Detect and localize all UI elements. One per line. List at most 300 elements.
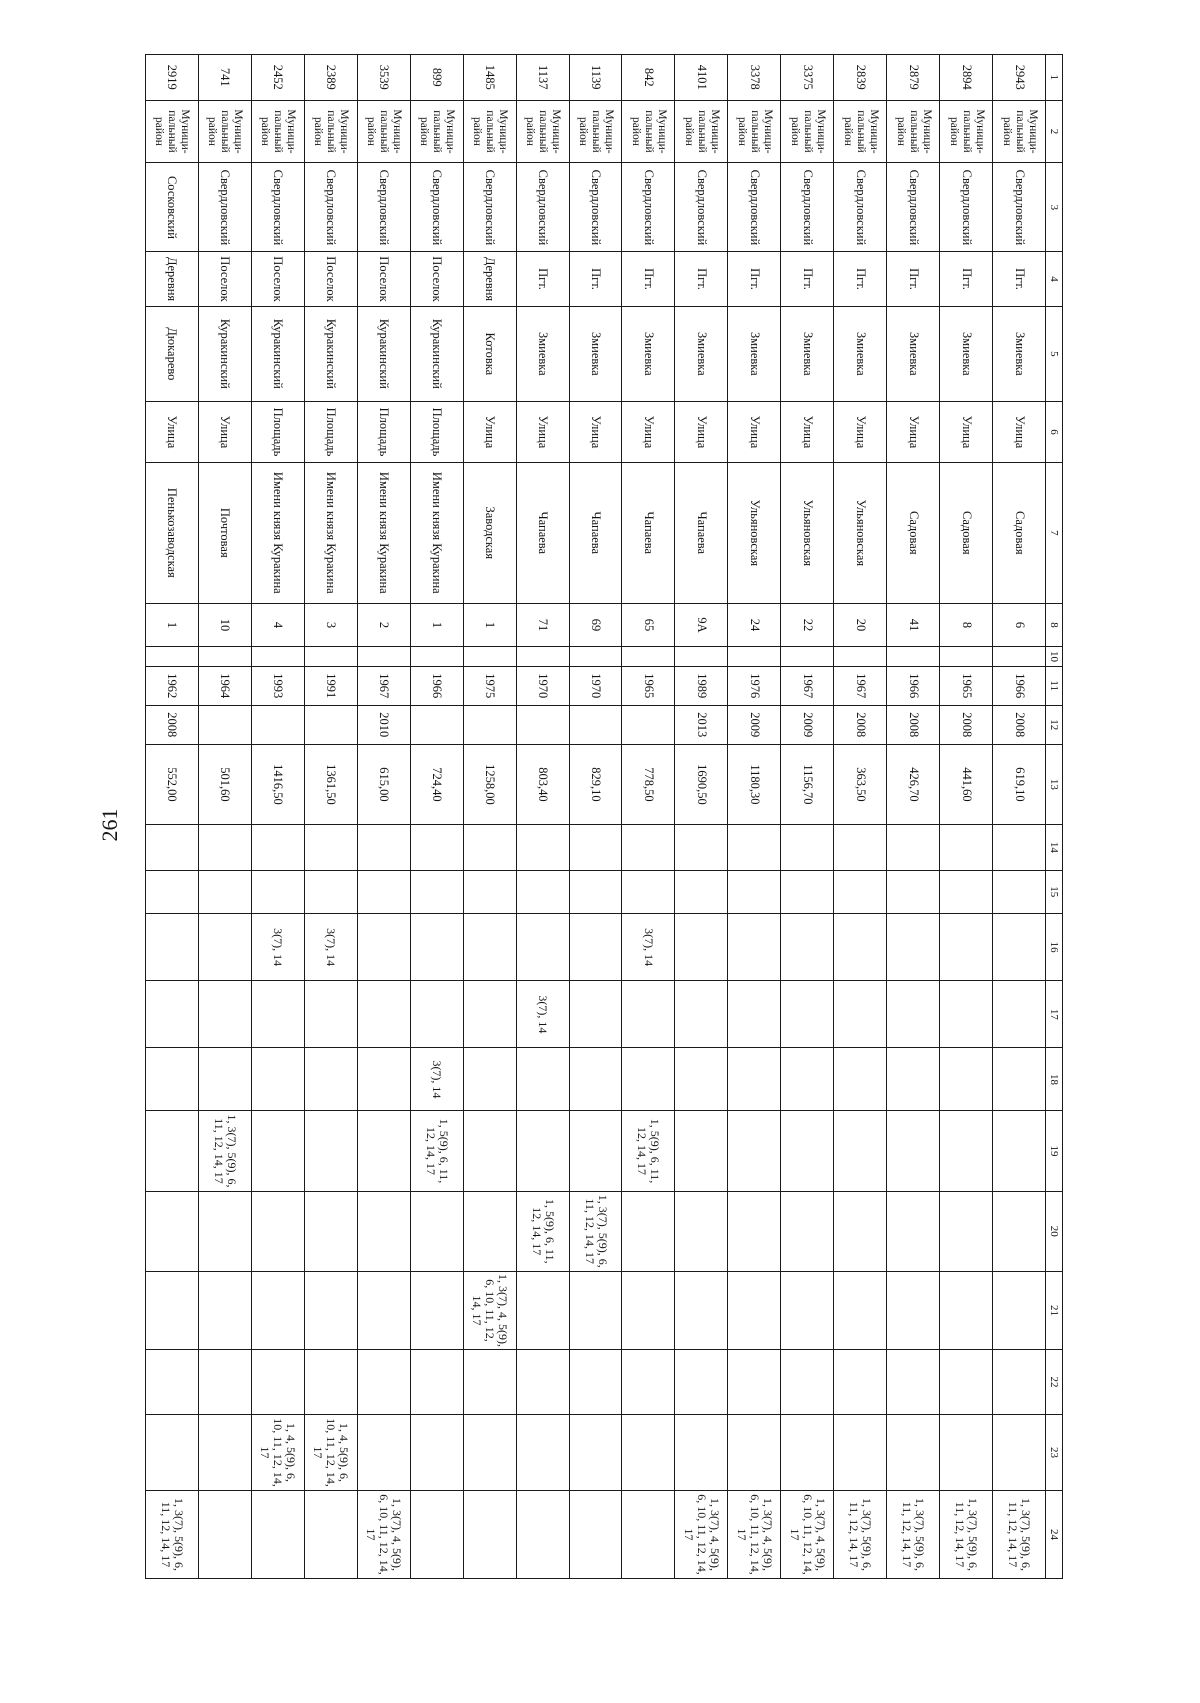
table-row — [887, 55, 940, 1579]
table-cell: 1970 — [516, 666, 569, 705]
table-cell — [199, 870, 252, 913]
table-cell — [887, 1111, 940, 1191]
table-cell: 2894 — [940, 55, 993, 101]
table-cell: Змиевка — [728, 306, 781, 401]
column-header: 24 — [1046, 1491, 1063, 1579]
table-cell: 1967 — [357, 666, 410, 705]
table-cell: 803,40 — [516, 744, 569, 824]
table-row — [781, 55, 834, 1579]
table-cell: 2452 — [251, 55, 304, 101]
table-cell — [199, 1350, 252, 1415]
table-cell: Улица — [940, 402, 993, 463]
column-header: 16 — [1046, 913, 1063, 980]
table-cell — [781, 870, 834, 913]
table-cell: Улица — [569, 402, 622, 463]
table-cell: Улица — [675, 402, 728, 463]
table-cell — [993, 1350, 1046, 1415]
table-cell: 842 — [622, 55, 675, 101]
table-cell — [675, 870, 728, 913]
table-cell: 1485 — [463, 55, 516, 101]
table-cell: 6 — [993, 603, 1046, 646]
table-cell: Куракинский — [410, 306, 463, 401]
table-cell — [675, 1191, 728, 1271]
table-cell — [357, 1048, 410, 1111]
table-cell — [463, 870, 516, 913]
table-cell — [569, 1111, 622, 1191]
table-cell: 4101 — [675, 55, 728, 101]
table-cell: Улица — [887, 402, 940, 463]
table-cell — [569, 1271, 622, 1349]
table-cell — [622, 1191, 675, 1271]
table-cell: 2009 — [781, 705, 834, 744]
table-cell — [199, 825, 252, 871]
table-cell — [781, 825, 834, 871]
table-cell: Площадь — [410, 402, 463, 463]
table-cell — [569, 870, 622, 913]
table-cell: Пгт. — [569, 252, 622, 306]
table-cell — [516, 1271, 569, 1349]
table-cell: 20 — [834, 603, 887, 646]
table-cell — [781, 913, 834, 980]
table-cell: 1137 — [516, 55, 569, 101]
table-cell — [940, 870, 993, 913]
table-cell — [781, 1415, 834, 1491]
table-cell — [199, 705, 252, 744]
table-cell: Куракинский — [357, 306, 410, 401]
table-cell: Улица — [781, 402, 834, 463]
table-cell — [199, 1271, 252, 1349]
table-cell: Улица — [146, 402, 199, 463]
table-row — [516, 55, 569, 1579]
table-cell: Муници-пальный район — [781, 100, 834, 163]
table-cell: 1139 — [569, 55, 622, 101]
column-header: 10 — [1046, 647, 1063, 667]
table-cell — [199, 913, 252, 980]
table-cell: 426,70 — [887, 744, 940, 824]
table-cell — [728, 870, 781, 913]
table-cell: Площадь — [357, 402, 410, 463]
table-cell: Муници-пальный район — [516, 100, 569, 163]
table-cell — [199, 981, 252, 1048]
table-cell — [463, 1191, 516, 1271]
table-cell — [675, 981, 728, 1048]
table-cell: Имени князя Куракина — [357, 462, 410, 603]
column-header: 8 — [1046, 603, 1063, 646]
table-cell: 778,50 — [622, 744, 675, 824]
table-cell — [675, 1111, 728, 1191]
table-cell: Муници-пальный район — [675, 100, 728, 163]
table-row — [251, 55, 304, 1579]
table-cell — [357, 870, 410, 913]
column-header: 11 — [1046, 666, 1063, 705]
table-cell: 2389 — [304, 55, 357, 101]
table-cell: Свердловский — [410, 163, 463, 252]
table-cell — [251, 705, 304, 744]
table-cell — [675, 1415, 728, 1491]
table-cell — [410, 1415, 463, 1491]
table-cell — [940, 825, 993, 871]
table-cell — [146, 913, 199, 980]
table-cell: Садовая — [887, 462, 940, 603]
table-cell: 1, 3(7), 5(9), 6, 11, 12, 14, 17 — [834, 1491, 887, 1579]
table-cell — [834, 1350, 887, 1415]
table-cell — [569, 1048, 622, 1111]
table-cell — [304, 705, 357, 744]
table-cell — [940, 1271, 993, 1349]
table-row — [357, 55, 410, 1579]
table-cell: Муници-пальный район — [569, 100, 622, 163]
table-row — [728, 55, 781, 1579]
table-cell: Котовка — [463, 306, 516, 401]
table-cell — [251, 1111, 304, 1191]
table-cell — [993, 981, 1046, 1048]
table-cell — [781, 1350, 834, 1415]
table-cell: Ульяновская — [834, 462, 887, 603]
table-cell: Свердловский — [622, 163, 675, 252]
table-cell — [993, 913, 1046, 980]
column-header: 2 — [1046, 100, 1063, 163]
table-cell — [410, 647, 463, 667]
table-cell: 899 — [410, 55, 463, 101]
table-cell: Свердловский — [940, 163, 993, 252]
table-cell: 1 — [463, 603, 516, 646]
table-cell: 3 — [304, 603, 357, 646]
table-cell — [304, 1048, 357, 1111]
column-header: 1 — [1046, 55, 1063, 101]
table-row — [834, 55, 887, 1579]
table-cell: 1361,50 — [304, 744, 357, 824]
table-cell — [834, 870, 887, 913]
table-cell: 69 — [569, 603, 622, 646]
table-cell: Муници-пальный район — [940, 100, 993, 163]
table-cell: Чапаева — [622, 462, 675, 603]
column-header: 4 — [1046, 252, 1063, 306]
table-cell: 1 — [410, 603, 463, 646]
table-cell — [622, 705, 675, 744]
table-cell — [463, 1491, 516, 1579]
table-cell — [304, 1191, 357, 1271]
table-cell — [834, 1415, 887, 1491]
table-cell: 2879 — [887, 55, 940, 101]
table-cell — [622, 825, 675, 871]
table-cell — [410, 825, 463, 871]
column-header: 6 — [1046, 402, 1063, 463]
table-cell: Муници-пальный район — [887, 100, 940, 163]
table-cell: 1967 — [834, 666, 887, 705]
table-cell — [940, 1350, 993, 1415]
table-cell: Змиевка — [675, 306, 728, 401]
table-cell: 1993 — [251, 666, 304, 705]
table-cell: Имени князя Куракина — [304, 462, 357, 603]
table-cell — [834, 825, 887, 871]
table-cell: Поселок — [251, 252, 304, 306]
table-cell — [463, 1415, 516, 1491]
table-cell — [728, 913, 781, 980]
table-cell: Площадь — [251, 402, 304, 463]
table-cell — [251, 1271, 304, 1349]
table-cell: Поселок — [357, 252, 410, 306]
table-cell — [516, 1350, 569, 1415]
table-cell: Имени князя Куракина — [251, 462, 304, 603]
table-cell — [516, 1415, 569, 1491]
table-cell — [622, 1048, 675, 1111]
table-cell — [569, 825, 622, 871]
table-cell — [781, 981, 834, 1048]
table-cell: Ульяновская — [781, 462, 834, 603]
table-cell — [728, 1048, 781, 1111]
table-cell — [834, 981, 887, 1048]
table-cell — [993, 870, 1046, 913]
table-cell: 1, 3(7), 4, 5(9), 6, 10, 11, 12, 14, 17 — [463, 1271, 516, 1349]
table-cell: Муници-пальный район — [146, 100, 199, 163]
table-cell: Пенькозаводская — [146, 462, 199, 603]
table-cell — [357, 1415, 410, 1491]
table-cell — [728, 1350, 781, 1415]
table-cell — [251, 825, 304, 871]
table-cell — [834, 913, 887, 980]
table-cell — [728, 1415, 781, 1491]
table-cell — [410, 913, 463, 980]
table-cell — [251, 870, 304, 913]
table-cell — [781, 1271, 834, 1349]
table-cell — [357, 647, 410, 667]
table-cell — [887, 870, 940, 913]
table-cell — [304, 1491, 357, 1579]
table-cell — [146, 1191, 199, 1271]
table-cell: 71 — [516, 603, 569, 646]
table-cell: 1, 3(7), 4, 5(9), 6, 10, 11, 12, 14, 17 — [675, 1491, 728, 1579]
table-cell: 1416,50 — [251, 744, 304, 824]
table-cell: 501,60 — [199, 744, 252, 824]
table-cell — [728, 981, 781, 1048]
table-cell — [146, 870, 199, 913]
table-cell: 4 — [251, 603, 304, 646]
table-cell: Свердловский — [569, 163, 622, 252]
table-cell — [569, 647, 622, 667]
table-cell — [357, 981, 410, 1048]
table-cell — [887, 1271, 940, 1349]
table-cell: 3(7), 14 — [622, 913, 675, 980]
table-cell: Змиевка — [887, 306, 940, 401]
table-cell: Свердловский — [993, 163, 1046, 252]
table-cell: Змиевка — [834, 306, 887, 401]
table-cell — [887, 1048, 940, 1111]
table-cell: Ульяновская — [728, 462, 781, 603]
column-header: 20 — [1046, 1191, 1063, 1271]
table-cell: Пгт. — [675, 252, 728, 306]
column-header: 12 — [1046, 705, 1063, 744]
table-cell: Деревня — [463, 252, 516, 306]
table-cell — [569, 913, 622, 980]
table-cell — [357, 1111, 410, 1191]
table-cell — [675, 647, 728, 667]
table-cell — [993, 1048, 1046, 1111]
table-cell — [834, 1048, 887, 1111]
table-cell — [357, 1350, 410, 1415]
table-cell — [728, 825, 781, 871]
table-cell — [410, 1350, 463, 1415]
table-cell: 552,00 — [146, 744, 199, 824]
column-header: 15 — [1046, 870, 1063, 913]
table-cell — [622, 1415, 675, 1491]
table-body — [146, 55, 1046, 1579]
table-cell: Пгт. — [516, 252, 569, 306]
table-cell: Свердловский — [199, 163, 252, 252]
table-cell: 1975 — [463, 666, 516, 705]
table-cell: 1, 3(7), 4, 5(9), 6, 10, 11, 12, 14, 17 — [357, 1491, 410, 1579]
table-cell: 1, 5(9), 6, 11, 12, 14, 17 — [622, 1111, 675, 1191]
table-cell: 22 — [781, 603, 834, 646]
table-cell — [357, 1191, 410, 1271]
table-cell: 2 — [357, 603, 410, 646]
table-cell — [834, 1191, 887, 1271]
table-cell: Имени князя Куракина — [410, 462, 463, 603]
column-header: 23 — [1046, 1415, 1063, 1491]
table-row — [304, 55, 357, 1579]
table-cell — [146, 1350, 199, 1415]
table-cell: Улица — [199, 402, 252, 463]
table-cell: 1, 3(7), 5(9), 6, 11, 12, 14, 17 — [199, 1111, 252, 1191]
table-cell — [675, 1048, 728, 1111]
table-cell: 1, 3(7), 4, 5(9), 6, 10, 11, 12, 14, 17 — [728, 1491, 781, 1579]
table-row — [569, 55, 622, 1579]
table-cell: 3539 — [357, 55, 410, 101]
table-row — [993, 55, 1046, 1579]
table-cell: 3(7), 14 — [410, 1048, 463, 1111]
table-cell: 1, 5(9), 6, 11, 12, 14, 17 — [410, 1111, 463, 1191]
table-row — [675, 55, 728, 1579]
page-number: 261 — [97, 808, 122, 842]
table-cell: 1966 — [887, 666, 940, 705]
table-cell — [728, 1111, 781, 1191]
column-header: 22 — [1046, 1350, 1063, 1415]
table-cell — [940, 1415, 993, 1491]
table-cell — [887, 1415, 940, 1491]
table-cell: 1967 — [781, 666, 834, 705]
column-header: 7 — [1046, 462, 1063, 603]
table-cell: 1, 3(7), 5(9), 6, 11, 12, 14, 17 — [887, 1491, 940, 1579]
table-cell: Муници-пальный район — [410, 100, 463, 163]
table-cell — [622, 1350, 675, 1415]
table-cell: Муници-пальный район — [199, 100, 252, 163]
table-cell: 1976 — [728, 666, 781, 705]
table-cell — [251, 1048, 304, 1111]
table-cell: Змиевка — [993, 306, 1046, 401]
table-cell: Улица — [622, 402, 675, 463]
table-cell — [146, 1271, 199, 1349]
table-cell — [251, 1350, 304, 1415]
table-cell — [728, 647, 781, 667]
table-cell — [675, 913, 728, 980]
table-cell: 1966 — [993, 666, 1046, 705]
table-cell — [146, 1048, 199, 1111]
table-cell: Улица — [728, 402, 781, 463]
table-cell: 1964 — [199, 666, 252, 705]
table-cell: Почтовая — [199, 462, 252, 603]
table-cell: Муници-пальный район — [622, 100, 675, 163]
table-cell — [410, 1191, 463, 1271]
table-cell — [304, 825, 357, 871]
table-cell — [304, 647, 357, 667]
table-cell: 3(7), 14 — [304, 913, 357, 980]
table-cell: Муници-пальный район — [834, 100, 887, 163]
table-cell — [728, 1271, 781, 1349]
table-cell: Деревня — [146, 252, 199, 306]
table-cell: 3375 — [781, 55, 834, 101]
table-cell — [834, 1271, 887, 1349]
table-cell — [463, 981, 516, 1048]
table-cell: Дюкарево — [146, 306, 199, 401]
table-cell: Садовая — [993, 462, 1046, 603]
table-cell: 10 — [199, 603, 252, 646]
table-cell — [304, 1350, 357, 1415]
table-cell — [251, 1491, 304, 1579]
table-cell: Свердловский — [728, 163, 781, 252]
table-cell: Муници-пальный район — [728, 100, 781, 163]
table-cell — [834, 1111, 887, 1191]
table-cell — [887, 913, 940, 980]
table-cell — [569, 981, 622, 1048]
table-cell: 1, 3(7), 4, 5(9), 6, 10, 11, 12, 14, 17 — [781, 1491, 834, 1579]
table-cell: Улица — [516, 402, 569, 463]
table-cell: 363,50 — [834, 744, 887, 824]
table-cell: 1, 4, 5(9), 6, 10, 11, 12, 14, 17 — [304, 1415, 357, 1491]
table-cell — [357, 913, 410, 980]
table-cell — [940, 647, 993, 667]
table-cell — [463, 1350, 516, 1415]
table-cell: 1156,70 — [781, 744, 834, 824]
table-cell: 1, 3(7), 5(9), 6, 11, 12, 14, 17 — [940, 1491, 993, 1579]
table-cell — [304, 1271, 357, 1349]
table-cell: Пгт. — [993, 252, 1046, 306]
table-cell: 2013 — [675, 705, 728, 744]
table-cell: 1690,50 — [675, 744, 728, 824]
table-cell: Куракинский — [304, 306, 357, 401]
table-cell: 1970 — [569, 666, 622, 705]
column-header: 19 — [1046, 1111, 1063, 1191]
table-cell — [622, 870, 675, 913]
table-cell — [146, 647, 199, 667]
table-cell: Муници-пальный район — [304, 100, 357, 163]
table-cell: 724,40 — [410, 744, 463, 824]
table-cell — [887, 647, 940, 667]
table-cell: 65 — [622, 603, 675, 646]
table-cell — [887, 825, 940, 871]
table-cell — [410, 1271, 463, 1349]
table-cell — [781, 1111, 834, 1191]
table-cell: Садовая — [940, 462, 993, 603]
table-cell — [304, 1111, 357, 1191]
table-cell — [410, 870, 463, 913]
table-cell — [146, 981, 199, 1048]
table-cell — [410, 705, 463, 744]
table-cell — [834, 647, 887, 667]
table-cell — [516, 705, 569, 744]
table-cell: 1989 — [675, 666, 728, 705]
table-cell: Пгт. — [781, 252, 834, 306]
register-table — [145, 54, 1063, 1579]
table-cell — [781, 1191, 834, 1271]
table-cell — [304, 870, 357, 913]
table-cell — [781, 1048, 834, 1111]
table-cell — [146, 825, 199, 871]
table-cell — [463, 647, 516, 667]
table-cell — [357, 1271, 410, 1349]
table-cell: 2943 — [993, 55, 1046, 101]
table-row — [463, 55, 516, 1579]
table-cell — [993, 1415, 1046, 1491]
table-cell — [516, 913, 569, 980]
